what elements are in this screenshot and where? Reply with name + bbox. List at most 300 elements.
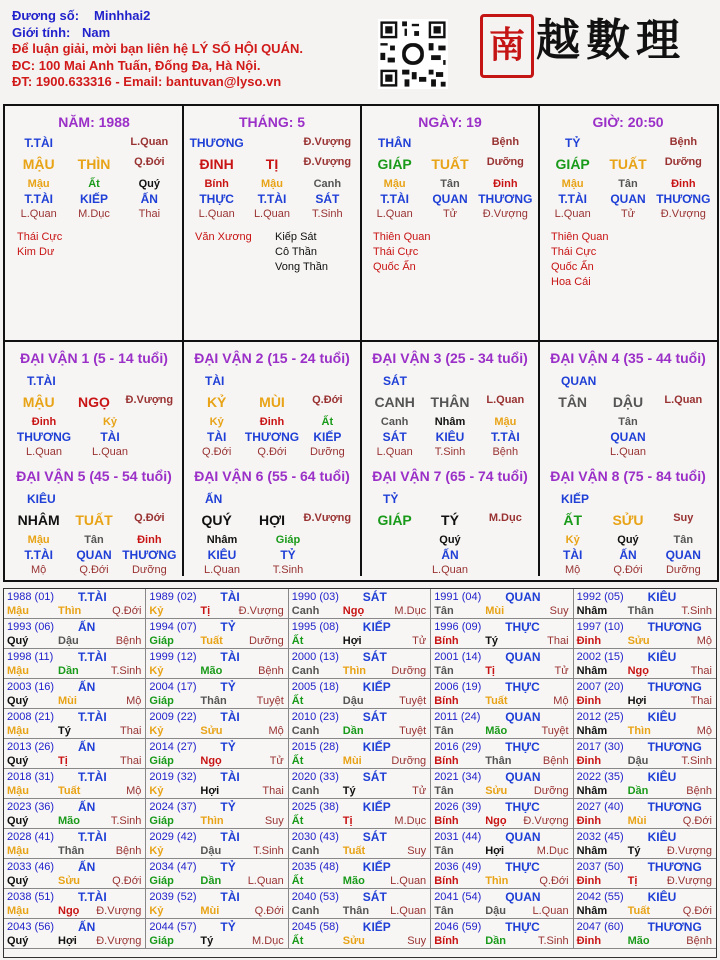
year-label: 2022 (35) xyxy=(576,771,624,783)
pillar-main-item: MẬU xyxy=(22,156,55,172)
star-item: Thái Cực xyxy=(17,231,63,243)
dai-van-main-item: SỬU xyxy=(612,512,644,528)
year-life: M.Dục xyxy=(394,815,427,827)
year-cell xyxy=(574,919,716,949)
year-life: Đ.Vượng xyxy=(96,905,142,917)
year-god: TÀI xyxy=(220,830,240,844)
dai-van-hgod-item: KIÊU xyxy=(207,548,237,562)
pillar-hgod-item: THỰC xyxy=(199,192,234,206)
pillar-hgod-item: QUAN xyxy=(432,192,468,206)
pillar-stars xyxy=(551,230,608,290)
year-life: Tuyệt xyxy=(256,695,284,707)
dai-van-hidden-item: Tân xyxy=(673,534,694,546)
pillar-hidden-item: Bính xyxy=(204,178,229,190)
pillar-main-row xyxy=(5,156,183,172)
year-stem: Quý xyxy=(7,695,29,707)
dai-van-title: ĐẠI VẬN 3 (25 - 34 tuổi) xyxy=(372,350,528,366)
year-branch: Mão xyxy=(627,935,650,947)
year-god: QUAN xyxy=(505,650,541,664)
year-god: THỰC xyxy=(505,920,540,934)
year-life: Suy xyxy=(407,935,427,947)
year-label: 2007 (20) xyxy=(576,681,624,693)
year-life: Đ.Vượng xyxy=(96,935,142,947)
pillar-life-item: T.Sinh xyxy=(312,208,343,220)
year-branch: Sửu xyxy=(200,725,223,737)
year-branch: Thìn xyxy=(485,875,509,887)
pillar-life-item: M.Dục xyxy=(78,208,110,220)
year-life: Bệnh xyxy=(115,845,142,857)
yearly-luck-table xyxy=(3,588,717,958)
year-branch: Ngọ xyxy=(200,755,222,767)
year-label: 2033 (46) xyxy=(7,861,55,873)
year-stem: Bính xyxy=(434,815,459,827)
year-label: 1991 (04) xyxy=(434,591,482,603)
year-branch: Mùi xyxy=(58,695,77,707)
dai-van-hgod-item xyxy=(656,430,711,444)
dai-van-1 xyxy=(5,342,183,460)
year-branch: Hợi xyxy=(485,845,505,857)
year-cell xyxy=(289,919,431,949)
pillar-top-item: Bệnh xyxy=(491,136,520,148)
dai-van-main-row xyxy=(5,512,183,528)
year-cell xyxy=(574,619,716,649)
pillar-top-row xyxy=(539,136,717,150)
year-god: THƯƠNG xyxy=(647,920,702,934)
year-stem: Quý xyxy=(7,755,29,767)
pillar-main-item: ĐINH xyxy=(199,156,234,172)
year-branch: Ngọ xyxy=(627,665,649,677)
so-label: Đương số: xyxy=(12,8,80,23)
year-stem: Đinh xyxy=(576,635,602,647)
dai-van-main-item: KỶ xyxy=(206,394,227,410)
year-stem: Bính xyxy=(434,875,459,887)
pillar-life-item: Tử xyxy=(620,208,636,220)
dai-van-hgod-row xyxy=(539,548,717,562)
year-label: 2000 (13) xyxy=(291,651,339,663)
year-label: 2025 (38) xyxy=(291,801,339,813)
year-life: Đ.Vượng xyxy=(666,845,712,857)
year-stem: Ất xyxy=(291,875,304,887)
year-stem: Nhâm xyxy=(576,785,608,797)
pillar-life-item: L.Quan xyxy=(253,208,291,220)
pillar-hidden-item: Đinh xyxy=(671,178,696,190)
dai-van-main-item: L.Quan xyxy=(664,394,703,406)
year-cell xyxy=(146,859,288,889)
dai-van-hidden-row xyxy=(5,534,183,546)
pillar-hgod-row xyxy=(5,192,183,206)
year-cell xyxy=(146,619,288,649)
year-cell xyxy=(4,589,146,619)
year-life: Thai xyxy=(262,785,284,797)
dai-van-hgod-item xyxy=(367,548,422,562)
pillar-life-row xyxy=(361,208,539,220)
year-branch: Mão xyxy=(58,815,80,827)
year-life: T.Sinh xyxy=(253,845,284,857)
year-branch: Dậu xyxy=(342,695,364,707)
pillar-hgod-item: T.TÀI xyxy=(380,192,409,206)
pillar-hidden-row xyxy=(539,178,717,190)
dai-van-hidden-item xyxy=(367,534,422,546)
year-cell xyxy=(431,619,573,649)
year-stem: Mậu xyxy=(7,605,29,617)
year-label: 2027 (40) xyxy=(576,801,624,813)
year-god: ẤN xyxy=(78,620,96,634)
pillar-hgod-item: ẤN xyxy=(140,192,158,206)
dai-van-hgod-item: ẤN xyxy=(441,548,459,562)
year-label: 2030 (43) xyxy=(291,831,339,843)
dai-van-god: KIẾP xyxy=(561,492,590,506)
pillar-4 xyxy=(539,106,717,340)
year-god: TÀI xyxy=(220,890,240,904)
pillar-3 xyxy=(361,106,539,340)
pillar-main-item: THÌN xyxy=(77,156,111,172)
brand-logo: 越數理 xyxy=(536,15,686,66)
dai-van-god: T.TÀI xyxy=(27,374,56,388)
dai-van-life-item: L.Quan xyxy=(431,564,469,576)
year-god: ẤN xyxy=(78,680,96,694)
pillar-hidden-item: Ất xyxy=(88,178,100,190)
year-cell xyxy=(289,649,431,679)
year-cell xyxy=(289,799,431,829)
pillar-hgod-item: THƯƠNG xyxy=(478,192,533,206)
year-god: THỰC xyxy=(505,620,540,634)
pillar-top-item: TỶ xyxy=(564,136,581,150)
year-cell xyxy=(431,799,573,829)
year-branch: Tị xyxy=(58,755,68,767)
year-god: THƯƠNG xyxy=(647,860,702,874)
year-stem: Đinh xyxy=(576,935,602,947)
year-branch: Tuất xyxy=(342,845,366,857)
year-label: 2038 (51) xyxy=(7,891,55,903)
year-cell xyxy=(146,739,288,769)
year-stem: Nhâm xyxy=(576,665,608,677)
year-god: TÀI xyxy=(220,710,240,724)
star-item: Kiếp Sát xyxy=(275,231,317,243)
year-label: 2029 (42) xyxy=(149,831,197,843)
year-cell xyxy=(146,919,288,949)
dai-van-life-item: Q.Đới xyxy=(79,564,109,576)
so-value: Minhhai2 xyxy=(94,8,151,23)
year-god: KIÊU xyxy=(647,590,677,604)
pillar-2 xyxy=(183,106,361,340)
year-stem: Giáp xyxy=(149,695,174,707)
year-cell xyxy=(289,829,431,859)
pillar-hgod-item: T.TÀI xyxy=(24,192,53,206)
year-life: Suy xyxy=(407,845,427,857)
year-label: 2013 (26) xyxy=(7,741,55,753)
pillar-main-item: Đ.Vượng xyxy=(303,156,352,168)
year-label: 2041 (54) xyxy=(434,891,482,903)
year-stem: Ất xyxy=(291,635,304,647)
year-cell xyxy=(146,799,288,829)
year-label: 2011 (24) xyxy=(434,711,481,723)
pillar-main-item: GIÁP xyxy=(377,156,412,172)
year-cell xyxy=(4,739,146,769)
dai-van-hidden-item: Tân xyxy=(618,416,638,428)
year-life: M.Dục xyxy=(536,845,569,857)
year-label: 2004 (17) xyxy=(149,681,197,693)
dai-van-hidden-item: Ất xyxy=(321,416,334,428)
dai-van-hgod-item: T.TÀI xyxy=(24,548,53,562)
dai-van-title: ĐẠI VẬN 2 (15 - 24 tuổi) xyxy=(194,350,350,366)
year-branch: Ngọ xyxy=(58,905,80,917)
year-stem: Canh xyxy=(291,785,320,797)
year-cell xyxy=(4,859,146,889)
dai-van-life-row xyxy=(539,446,717,458)
pillar-top-item xyxy=(66,136,121,150)
dai-van-life-item: Bệnh xyxy=(492,446,519,458)
pillar-hgod-item: T.TÀI xyxy=(257,192,287,206)
pillar-life-item: L.Quan xyxy=(554,208,591,220)
year-cell xyxy=(289,709,431,739)
dai-van-hgod-item: TÀI xyxy=(562,548,583,562)
year-life: Đ.Vượng xyxy=(238,605,284,617)
year-branch: Tý xyxy=(342,785,356,797)
year-branch: Dậu xyxy=(627,755,649,767)
year-branch: Tuất xyxy=(200,635,223,647)
dai-van-7 xyxy=(361,460,539,578)
year-label: 1993 (06) xyxy=(7,621,55,633)
year-life: Bệnh xyxy=(115,635,142,647)
year-branch: Tuất xyxy=(485,695,508,707)
pillar-top-item xyxy=(600,136,655,150)
year-branch: Ngọ xyxy=(485,815,507,827)
year-label: 2020 (33) xyxy=(291,771,339,783)
dai-van-god: TÀI xyxy=(205,374,225,388)
dai-van-hidden-item: Nhâm xyxy=(434,416,466,428)
pillar-main-item: TUẤT xyxy=(609,156,647,172)
year-god: QUAN xyxy=(505,770,541,784)
year-cell xyxy=(574,829,716,859)
pillar-hgod-row xyxy=(361,192,539,206)
year-stem: Nhâm xyxy=(576,605,608,617)
dai-van-2 xyxy=(183,342,361,460)
year-life: L.Quan xyxy=(247,875,284,887)
dai-van-hidden-item: Giáp xyxy=(275,534,301,546)
year-branch: Tý xyxy=(58,725,71,737)
contact-line: Để luận giải, mời bạn liên hệ LÝ SỐ HỘI QUÁN. xyxy=(12,41,303,56)
year-cell xyxy=(4,709,146,739)
star-item: Quốc Ấn xyxy=(551,261,594,273)
pillar-life-item: Đ.Vượng xyxy=(660,208,706,220)
year-life: Tuyệt xyxy=(541,725,569,737)
year-stem: Ất xyxy=(291,695,304,707)
year-god: KIẾP xyxy=(362,740,391,754)
year-cell xyxy=(431,739,573,769)
pillar-hgod-row xyxy=(183,192,361,206)
year-label: 2023 (36) xyxy=(7,801,55,813)
dai-van-hgod-row xyxy=(183,548,361,562)
pillar-title: NĂM: 1988 xyxy=(58,114,130,130)
year-cell xyxy=(431,829,573,859)
dai-van-hgod-item: ẤN xyxy=(619,548,637,562)
year-cell xyxy=(4,679,146,709)
pillar-hidden-item: Mậu xyxy=(383,178,406,190)
dai-van-main-item: TÂN xyxy=(558,394,588,410)
year-god: THỰC xyxy=(505,680,540,694)
year-cell xyxy=(574,589,716,619)
year-branch: Hợi xyxy=(200,785,220,797)
pillar-top-item xyxy=(422,136,477,150)
year-branch: Hợi xyxy=(627,695,647,707)
year-life: Q.Đới xyxy=(112,605,142,617)
pillar-1 xyxy=(5,106,183,340)
qr-code-icon xyxy=(378,19,448,89)
year-life: M.Dục xyxy=(394,605,427,617)
pillar-main-row xyxy=(361,156,539,172)
year-cell xyxy=(574,739,716,769)
year-stem: Quý xyxy=(7,875,29,887)
dai-van-life-item: Q.Đới xyxy=(202,446,232,458)
pillar-top-item: L.Quan xyxy=(130,136,169,148)
dai-van-main-row xyxy=(539,512,717,528)
dai-van-main-item: CANH xyxy=(374,394,415,410)
pillar-hgod-item: T.TÀI xyxy=(558,192,587,206)
dai-van-title: ĐẠI VẬN 1 (5 - 14 tuổi) xyxy=(20,350,168,366)
year-god: KIÊU xyxy=(647,770,677,784)
year-label: 2042 (55) xyxy=(576,891,624,903)
dai-van-main-item: MÙI xyxy=(259,394,285,410)
year-cell xyxy=(431,709,573,739)
year-stem: Kỷ xyxy=(149,845,164,857)
year-branch: Hợi xyxy=(58,935,77,947)
dai-van-4 xyxy=(539,342,717,460)
year-label: 2035 (48) xyxy=(291,861,339,873)
year-life: L.Quan xyxy=(390,875,427,887)
year-label: 2026 (39) xyxy=(434,801,482,813)
logo xyxy=(480,8,710,78)
dai-van-life-item xyxy=(478,564,533,576)
year-god: TỶ xyxy=(220,740,236,754)
year-label: 1990 (03) xyxy=(291,591,339,603)
year-god: SÁT xyxy=(362,710,387,724)
pillar-title: GIỜ: 20:50 xyxy=(592,114,664,130)
dai-van-hidden-item: Đinh xyxy=(137,534,162,546)
year-branch: Thìn xyxy=(200,815,224,827)
year-cell xyxy=(289,859,431,889)
pillar-stars-2 xyxy=(275,230,328,275)
pillar-life-item: L.Quan xyxy=(198,208,235,220)
dai-van-hidden-row xyxy=(539,416,717,428)
year-life: Q.Đới xyxy=(682,905,712,917)
gt-label: Giới tính: xyxy=(12,24,71,40)
dai-van-life-row xyxy=(361,446,539,458)
dai-van-hgod-item: KIÊU xyxy=(435,430,465,444)
year-life: T.Sinh xyxy=(538,935,569,947)
dai-van-hgod-item xyxy=(478,548,533,562)
dai-van-hidden-item: Quý xyxy=(439,534,461,546)
dai-van-main-row xyxy=(539,394,717,410)
pillar-hgod-item: SÁT xyxy=(315,192,340,206)
year-god: KIÊU xyxy=(647,830,677,844)
dai-van-title: ĐẠI VẬN 6 (55 - 64 tuổi) xyxy=(194,468,350,484)
chart-grid xyxy=(3,104,719,582)
year-life: Đ.Vượng xyxy=(523,815,569,827)
year-cell xyxy=(146,649,288,679)
year-stem: Bính xyxy=(434,695,459,707)
year-label: 2036 (49) xyxy=(434,861,482,873)
year-branch: Tý xyxy=(200,935,214,947)
year-label: 2018 (31) xyxy=(7,771,55,783)
year-stem: Tân xyxy=(434,725,454,737)
pillar-top-row xyxy=(183,136,361,150)
pillar-hidden-item: Canh xyxy=(313,178,342,190)
year-god: SÁT xyxy=(362,770,387,784)
dai-van-main-item: Đ.Vượng xyxy=(125,394,174,406)
dai-van-main-item: HỢI xyxy=(259,512,285,528)
pillar-top-row xyxy=(5,136,183,150)
dai-van-life-item: Q.Đới xyxy=(257,446,287,458)
year-god: T.TÀI xyxy=(78,590,107,604)
year-branch: Thìn xyxy=(58,605,82,617)
pillar-life-item: L.Quan xyxy=(20,208,57,220)
year-life: Dưỡng xyxy=(533,785,569,797)
pillar-life-row xyxy=(5,208,183,220)
year-god: T.TÀI xyxy=(78,890,107,904)
year-label: 2014 (27) xyxy=(149,741,197,753)
year-stem: Mậu xyxy=(7,785,29,797)
year-life: Mộ xyxy=(126,695,142,707)
year-cell xyxy=(574,649,716,679)
year-cell xyxy=(574,679,716,709)
year-label: 2012 (25) xyxy=(576,711,624,723)
dai-van-life-item xyxy=(545,446,600,458)
dai-van-main-item: GIÁP xyxy=(377,512,412,528)
year-god: T.TÀI xyxy=(78,710,107,724)
year-life: Suy xyxy=(549,605,569,617)
year-label: 2010 (23) xyxy=(291,711,339,723)
dai-van-main-item: ẤT xyxy=(563,512,582,528)
pillar-main-item: Dưỡng xyxy=(664,156,702,168)
dai-van-life-item: Q.Đới xyxy=(613,564,643,576)
year-god: TỶ xyxy=(220,860,236,874)
year-stem: Ất xyxy=(291,815,304,827)
year-cell xyxy=(574,709,716,739)
year-label: 2006 (19) xyxy=(434,681,482,693)
year-god: THƯƠNG xyxy=(647,800,702,814)
year-stem: Giáp xyxy=(149,635,174,647)
pillar-hidden-row xyxy=(361,178,539,190)
year-life: L.Quan xyxy=(390,905,427,917)
dai-van-hgod-row xyxy=(361,430,539,444)
year-label: 2021 (34) xyxy=(434,771,482,783)
dai-van-life-item: Dưỡng xyxy=(131,564,167,576)
dai-van-life-item: L.Quan xyxy=(203,564,241,576)
year-life: Dưỡng xyxy=(391,665,427,677)
year-branch: Thân xyxy=(200,695,227,707)
year-branch: Mùi xyxy=(200,905,220,917)
dai-van-life-item xyxy=(367,564,422,576)
year-cell xyxy=(289,769,431,799)
pillar-hidden-item: Mậu xyxy=(27,178,50,190)
year-cell xyxy=(146,889,288,919)
star-item: Văn Xương xyxy=(195,231,252,243)
dai-van-life-row xyxy=(183,564,361,576)
year-life: Thai xyxy=(690,695,712,707)
year-branch: Tuất xyxy=(627,905,650,917)
year-stem: Kỷ xyxy=(149,905,164,917)
year-god: SÁT xyxy=(362,830,387,844)
year-life: M.Dục xyxy=(252,935,284,947)
year-cell xyxy=(289,889,431,919)
year-stem: Kỷ xyxy=(149,605,164,617)
year-branch: Tuất xyxy=(58,785,81,797)
year-god: T.TÀI xyxy=(78,650,107,664)
pillar-main-item: Dưỡng xyxy=(486,156,524,168)
pillar-stars xyxy=(17,230,62,260)
dai-van-life-item: Mộ xyxy=(565,564,581,576)
year-cell xyxy=(146,709,288,739)
